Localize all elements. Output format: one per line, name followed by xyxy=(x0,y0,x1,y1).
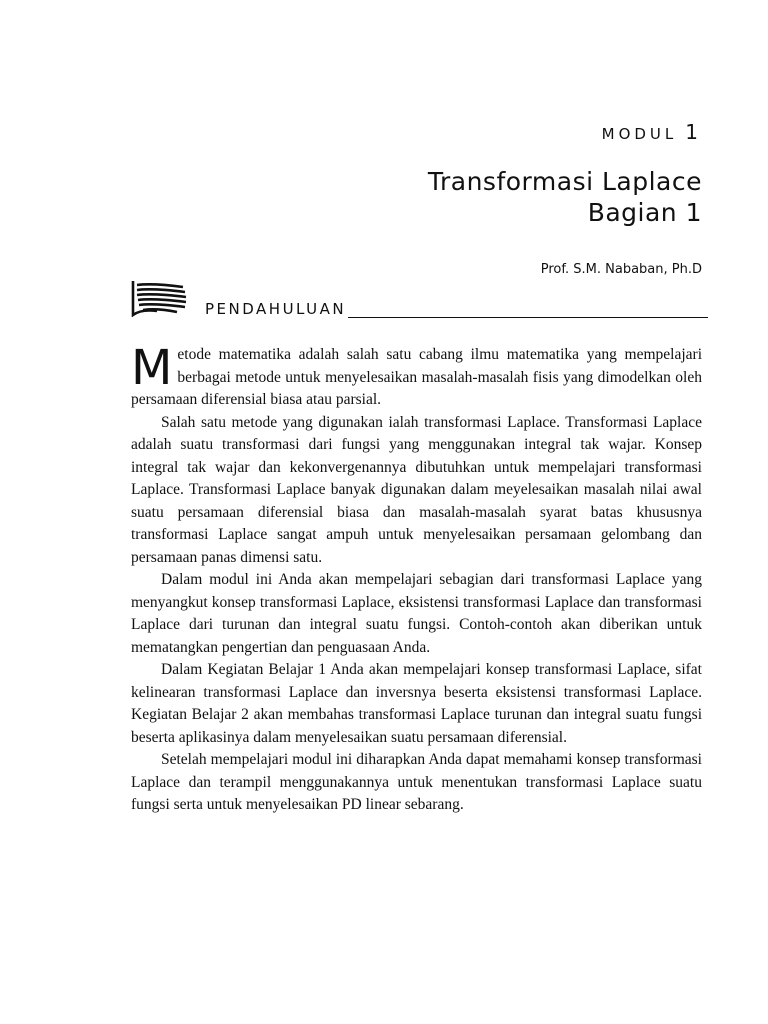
module-label xyxy=(602,120,698,144)
body-text xyxy=(131,340,702,817)
paragraph-1 xyxy=(131,340,702,412)
paragraph-2: Salah satu metode yang digunakan ialah transformasi Laplace. Transformasi Laplace adalah suatu transformasi dari fungsi yang menggunakan integral tak wajar. Konsep integral tak wajar dan kekonvergenannya dibutuhkan untuk mempelajari transformasi Laplace. Transformasi Laplace banyak digunakan dalam meyelesaikan masalah nilai awal suatu persamaan diferensial biasa dan masalah-masalah syarat batas khususnya transformasi Laplace sangat ampuh untuk menyelesaikan persamaan gelombang dan persamaan panas dimensi satu. xyxy=(131,413,702,566)
page-title xyxy=(428,166,702,228)
section-heading-text: PENDAHULUAN xyxy=(205,300,347,318)
author-name: Prof. S.M. Nababan, Ph.D xyxy=(540,262,702,277)
drop-cap: M xyxy=(131,340,173,396)
paragraph-5: Setelah mempelajari modul ini diharapkan Anda dapat memahami konsep transformasi Laplace dan terampil menggunakannya untuk menentukan transformasi Laplace suatu fungsi serta untuk menyelesaikan PD linear sebarang. xyxy=(131,751,702,813)
section-heading xyxy=(205,300,708,318)
paragraph-3: Dalam modul ini Anda akan mempelajari sebagian dari transformasi Laplace yang menyangkut konsep transformasi Laplace, eksistensi transformasi Laplace dan transformasi Laplace dari turunan dan integral suatu fungsi. Contoh-contoh akan diberikan untuk mematangkan pengertian dan penguasaan Anda. xyxy=(131,571,702,656)
module-label-text: MODUL xyxy=(601,125,678,143)
module-number: 1 xyxy=(685,120,698,144)
paragraph-1-text: etode matematika adalah salah satu cabang ilmu matematika yang mempelajari berbagai metode untuk menyelesaikan masalah-masalah fisis yang dimodelkan oleh persamaan diferensial biasa atau parsial. xyxy=(131,346,702,408)
heading-rule xyxy=(348,303,708,318)
book-pages-icon xyxy=(131,279,189,322)
title-line-2: Bagian 1 xyxy=(587,198,702,227)
paragraph-4: Dalam Kegiatan Belajar 1 Anda akan mempelajari konsep transformasi Laplace, sifat kelinearan transformasi Laplace dan inversnya beserta eksistensi transformasi Laplace. Kegiatan Belajar 2 akan membahas transformasi Laplace turunan dan integral suatu fungsi beserta aplikasinya dalam menyelesaikan suatu persamaan diferensial. xyxy=(131,661,702,746)
title-line-1: Transformasi Laplace xyxy=(427,167,702,196)
